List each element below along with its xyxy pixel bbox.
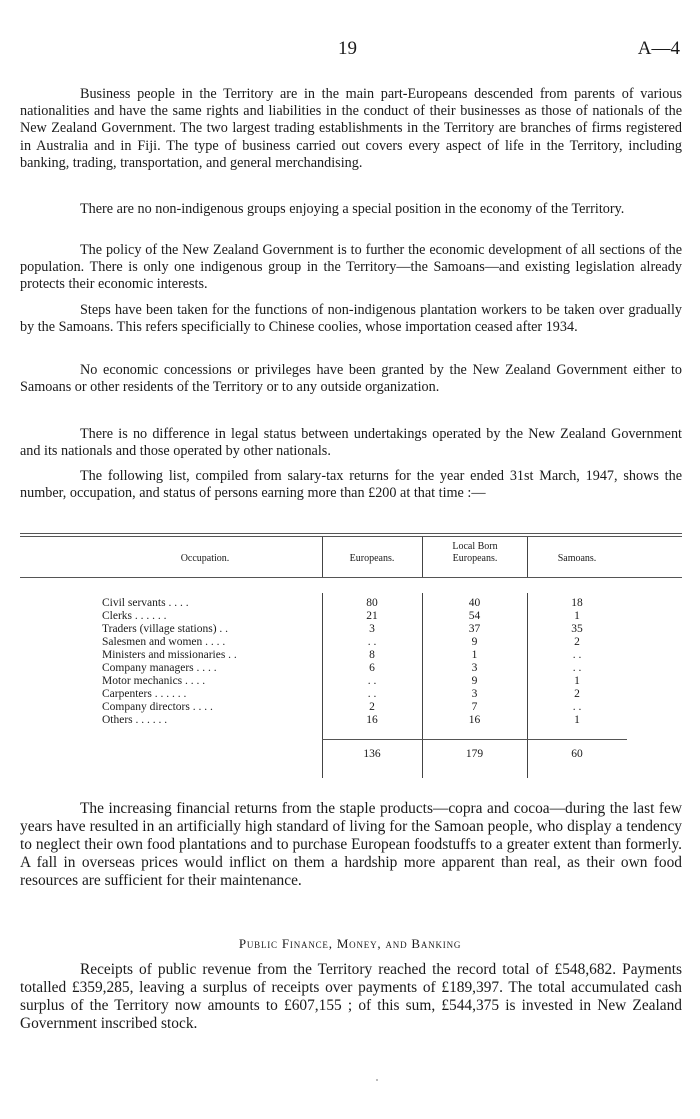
cell-occupation: Carpenters . . . . . . — [102, 688, 187, 700]
cell-europeans: 3 — [369, 623, 375, 635]
column-header-local-born: Local Born Europeans. — [452, 541, 498, 564]
paragraph-non-indigenous-groups: There are no non-indigenous groups enjoying a special position in the economy of the Territory. — [80, 201, 625, 217]
cell-local-born: 54 — [468, 610, 481, 622]
cell-samoans: 35 — [571, 623, 583, 635]
cell-local-born: 37 — [468, 623, 481, 635]
paragraph-concessions: No economic concessions or privileges have been granted by the New Zealand Government either to Samoans or other residents of the Territory or to any outside organization. — [20, 362, 682, 396]
page-mark — [376, 1079, 378, 1081]
cell-europeans: . . — [367, 636, 377, 648]
cell-local-born: 40 — [468, 597, 481, 609]
cell-europeans: 8 — [369, 649, 375, 661]
cell-samoans: . . — [572, 701, 582, 713]
cell-local-born: 1 — [471, 649, 478, 661]
cell-europeans: 80 — [366, 597, 378, 609]
table-top-rule-inner — [20, 536, 682, 537]
table-row — [20, 675, 682, 688]
totals-rule — [322, 739, 627, 740]
table-row — [20, 623, 682, 636]
cell-occupation: Salesmen and women . . . . — [102, 636, 226, 648]
table-top-rule — [20, 533, 682, 534]
cell-samoans: 1 — [574, 610, 580, 622]
table-row — [20, 636, 682, 649]
cell-samoans: 2 — [574, 636, 580, 648]
cell-samoans: . . — [572, 649, 582, 661]
cell-samoans: 18 — [571, 597, 583, 609]
cell-europeans: . . — [367, 688, 377, 700]
cell-europeans: . . — [367, 675, 377, 687]
paragraph-policy: The policy of the New Zealand Government is to further the economic development of all sections of the population. There is only one indigenous group in the Territory—the Samoans—and existing legislation already protects their economic interests. — [20, 242, 682, 293]
cell-europeans: 6 — [369, 662, 375, 674]
paragraph-plantation-workers: Steps have been taken for the functions of non-indigenous plantation workers to be taken over gradually by the Samoans. This refers specificially to Chinese coolies, whose importation ceased after 1934. — [20, 302, 682, 336]
cell-occupation: Motor mechanics . . . . — [102, 675, 206, 687]
cell-occupation: Ministers and missionaries . . — [102, 649, 237, 661]
column-header-europeans: Europeans. — [349, 553, 395, 564]
cell-europeans: 21 — [366, 610, 378, 622]
total-europeans: 136 — [363, 748, 381, 760]
paragraph-list-intro: The following list, compiled from salary-tax returns for the year ended 31st March, 1947, shows the number, occupation, and status of persons earning more than £200 at that time :— — [20, 468, 682, 502]
total-local-born: 179 — [465, 748, 484, 760]
cell-europeans: 16 — [366, 714, 378, 726]
cell-occupation: Company directors . . . . — [102, 701, 213, 713]
salary-tax-table — [20, 533, 682, 779]
cell-local-born: 16 — [468, 714, 481, 726]
cell-samoans: 1 — [574, 675, 580, 687]
cell-occupation: Others . . . . . . — [102, 714, 168, 726]
cell-occupation: Traders (village stations) . . — [102, 623, 229, 635]
table-row — [20, 610, 682, 623]
document-reference: A—4 — [637, 38, 680, 59]
paragraph-financial-returns: The increasing financial returns from the staple products—copra and cocoa—during the last few years have resulted in an artificially high standard of living for the Samoan people, who display a tendency to neglect their own food plantations and to purchase European foodstuffs to a greater extent than formerly. A fall in overseas prices would inflict on them a hardship more apparent than real, as their own food resources are sufficient for their maintenance. — [20, 800, 682, 889]
cell-europeans: 2 — [369, 701, 375, 713]
table-row — [20, 688, 682, 701]
paragraph-business-people: Business people in the Territory are in the main part-Europeans descended from parents of various nationalities and have the same rights and liabilities in the conduct of their businesses as those of nationals of the New Zealand Government. The two largest trading establishments in the Territory are branches of firms registered in Australia and in Fiji. The type of business carried out covers every aspect of life in the Territory, including banking, trading, transportation, and general merchandising. — [20, 86, 682, 171]
cell-samoans: . . — [572, 662, 582, 674]
table-row — [20, 597, 682, 610]
cell-local-born: 3 — [471, 688, 478, 700]
cell-samoans: 1 — [574, 714, 580, 726]
cell-samoans: 2 — [574, 688, 580, 700]
column-header-occupation: Occupation. — [180, 553, 230, 564]
table-row — [20, 662, 682, 675]
cell-local-born: 9 — [471, 675, 478, 687]
table-row — [20, 701, 682, 714]
table-divider — [422, 537, 423, 577]
paragraph-legal-status: There is no difference in legal status between undertakings operated by the New Zealand Government and its nationals and those operated by other nationals. — [20, 426, 682, 460]
cell-local-born: 7 — [471, 701, 478, 713]
cell-local-born: 3 — [471, 662, 478, 674]
cell-occupation: Civil servants . . . . — [102, 597, 189, 609]
column-header-samoans: Samoans. — [557, 553, 597, 564]
table-row — [20, 714, 682, 727]
cell-occupation: Company managers . . . . — [102, 662, 217, 674]
table-header-rule — [20, 577, 682, 578]
cell-local-born: 9 — [471, 636, 478, 648]
paragraph-public-revenue: Receipts of public revenue from the Territory reached the record total of £548,682. Payments totalled £359,285, leaving a surplus of receipts over payments of £189,397. The total accumulated cash surplus of the Territory now amounts to £607,155 ; of this sum, £544,375 is invested in New Zealand Government inscribed stock. — [20, 961, 682, 1032]
page-header — [0, 38, 700, 64]
table-row — [20, 649, 682, 662]
page-number: 19 — [338, 38, 357, 59]
cell-occupation: Clerks . . . . . . — [102, 610, 167, 622]
total-samoans: 60 — [571, 748, 583, 760]
section-heading: Public Finance, Money, and Banking — [238, 936, 462, 951]
